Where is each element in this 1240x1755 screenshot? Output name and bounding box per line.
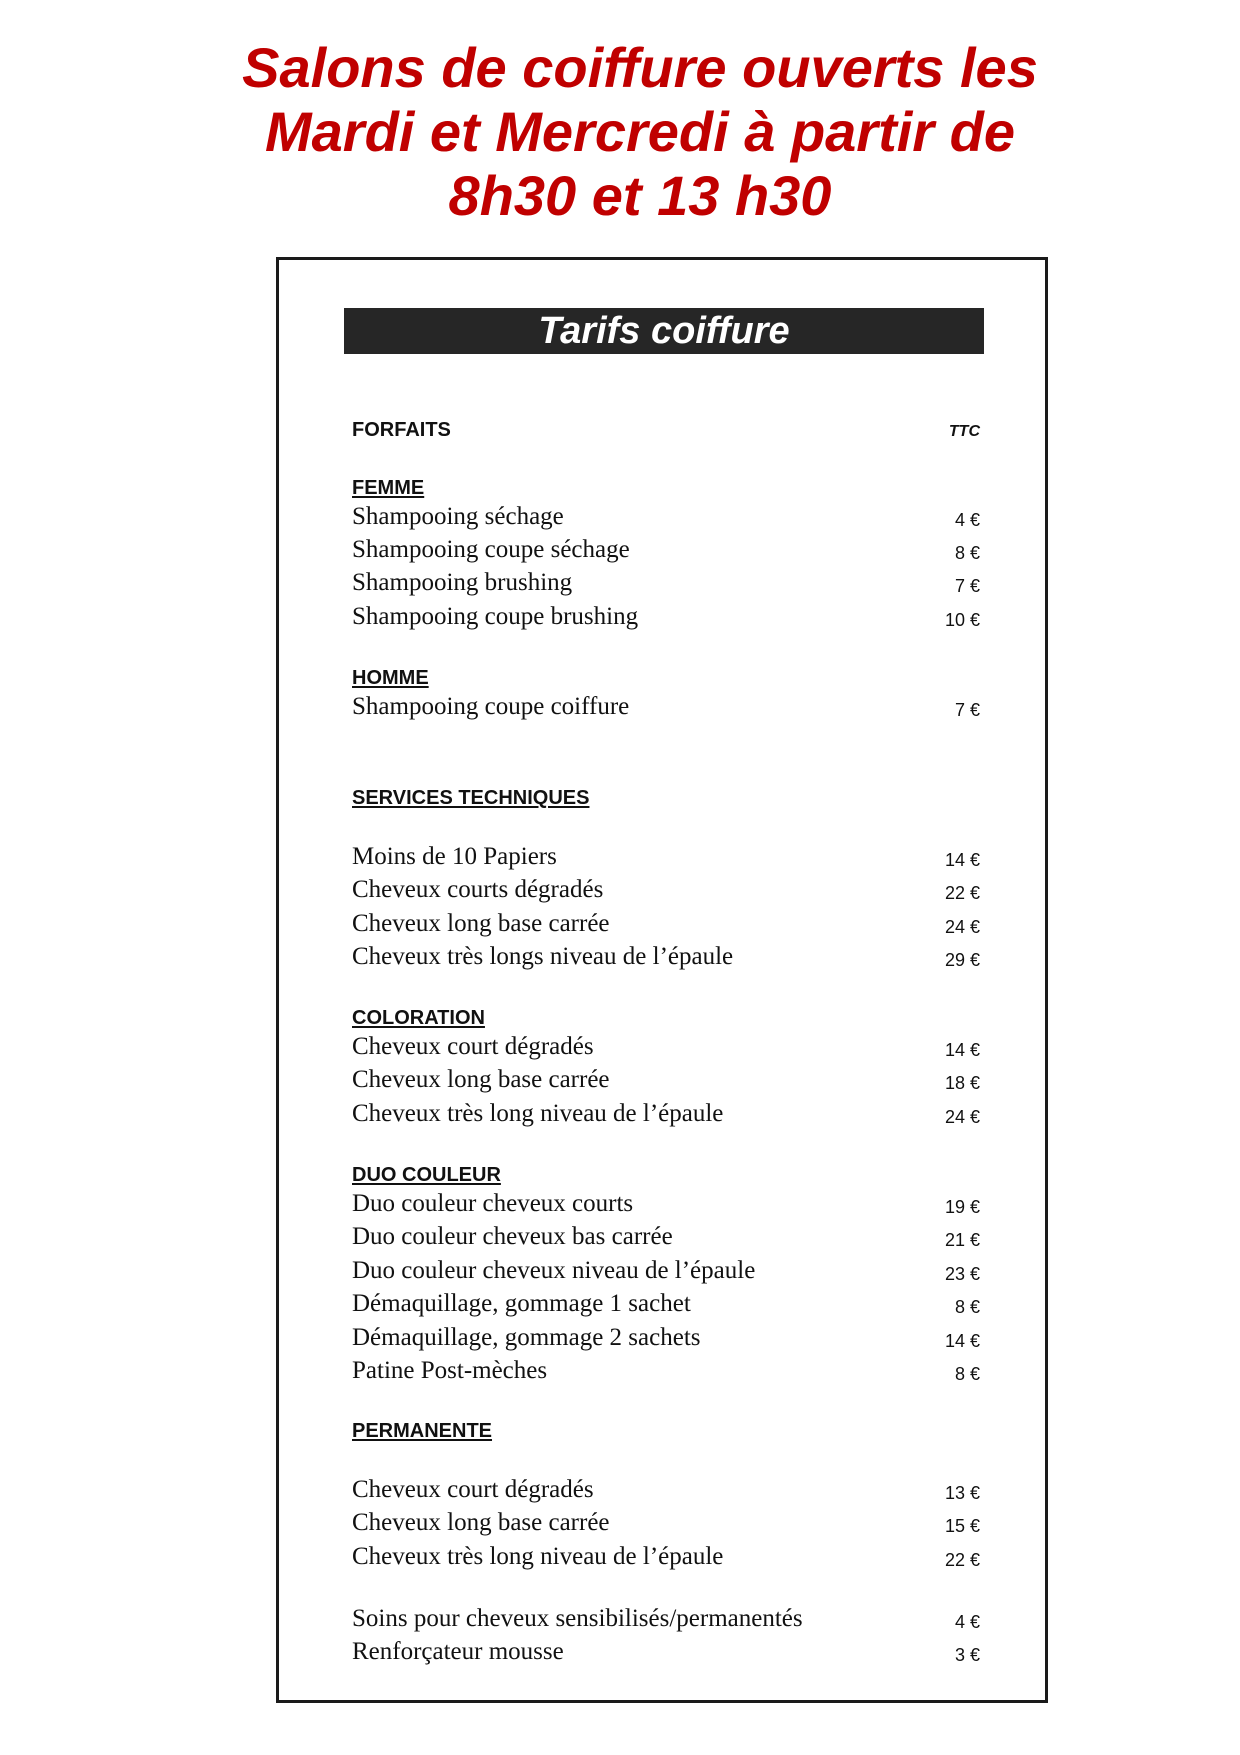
price-item-value: 14 € [944,1040,980,1060]
price-item-value: 10 € [944,610,980,630]
price-item-label: Duo couleur cheveux courts [352,1190,634,1217]
price-item-value: 18 € [944,1073,980,1093]
price-item-value: 13 € [944,1483,980,1503]
price-item-value: 29 € [944,950,980,970]
price-item-label: Cheveux très longs niveau de l’épaule [352,943,734,970]
price-item-value: 8 € [954,1364,980,1384]
price-item-value: 24 € [944,1107,980,1127]
section-heading-permanente: PERMANENTE [352,1420,493,1442]
price-item-label: Renforçateur mousse [352,1638,564,1665]
price-item-value: 8 € [954,1297,980,1317]
price-item-label: Shampooing brushing [352,569,573,596]
price-item-value: 8 € [954,543,980,563]
price-item-label: Démaquillage, gommage 2 sachets [352,1324,701,1351]
headline-line-3: 8h30 et 13 h30 [448,164,832,227]
forfaits-heading: FORFAITS [352,419,451,441]
price-item-value: 7 € [954,700,980,720]
price-item-value: 24 € [944,917,980,937]
price-item-label: Shampooing séchage [352,503,564,530]
price-item-value: 7 € [954,576,980,596]
section-heading-duo-couleur: DUO COULEUR [352,1164,501,1186]
price-item-value: 14 € [944,850,980,870]
price-item-label: Cheveux très long niveau de l’épaule [352,1100,724,1127]
price-item-value: 15 € [944,1516,980,1536]
price-item-label: Shampooing coupe brushing [352,603,639,630]
price-item-value: 19 € [944,1197,980,1217]
ttc-label: TTC [948,423,980,440]
price-item-label: Cheveux long base carrée [352,1509,610,1536]
price-item-label: Cheveux long base carrée [352,1066,610,1093]
price-item-label: Shampooing coupe coiffure [352,693,630,720]
section-heading-coloration: COLORATION [352,1007,485,1029]
price-item-value: 14 € [944,1331,980,1351]
price-item-label: Moins de 10 Papiers [352,843,557,870]
price-item-label: Cheveux court dégradés [352,1476,594,1503]
section-heading-femme: FEMME [352,477,425,499]
price-item-label: Duo couleur cheveux bas carrée [352,1223,673,1250]
price-item-value: 22 € [944,883,980,903]
price-item-label: Duo couleur cheveux niveau de l’épaule [352,1257,756,1284]
price-item-label: Cheveux courts dégradés [352,876,604,903]
price-item-value: 21 € [944,1230,980,1250]
price-item-value: 23 € [944,1264,980,1284]
price-item-label: Démaquillage, gommage 1 sachet [352,1290,691,1317]
section-heading-homme: HOMME [352,667,429,689]
price-item-label: Soins pour cheveux sensibilisés/permanentés [352,1605,803,1632]
headline [100,36,1180,228]
price-item-value: 4 € [954,1612,980,1632]
price-list-title: Tarifs coiffure [344,308,984,354]
price-item-value: 3 € [954,1645,980,1665]
price-item-value: 22 € [944,1550,980,1570]
price-item-value: 4 € [954,510,980,530]
price-item-label: Cheveux court dégradés [352,1033,594,1060]
headline-line-1: Salons de coiffure ouverts les [242,36,1038,99]
price-item-label: Shampooing coupe séchage [352,536,630,563]
price-item-label: Cheveux très long niveau de l’épaule [352,1543,724,1570]
headline-line-2: Mardi et Mercredi à partir de [264,100,1015,163]
section-heading-services-techniques: SERVICES TECHNIQUES [352,787,590,809]
price-item-label: Cheveux long base carrée [352,910,610,937]
price-item-label: Patine Post-mèches [352,1357,548,1384]
